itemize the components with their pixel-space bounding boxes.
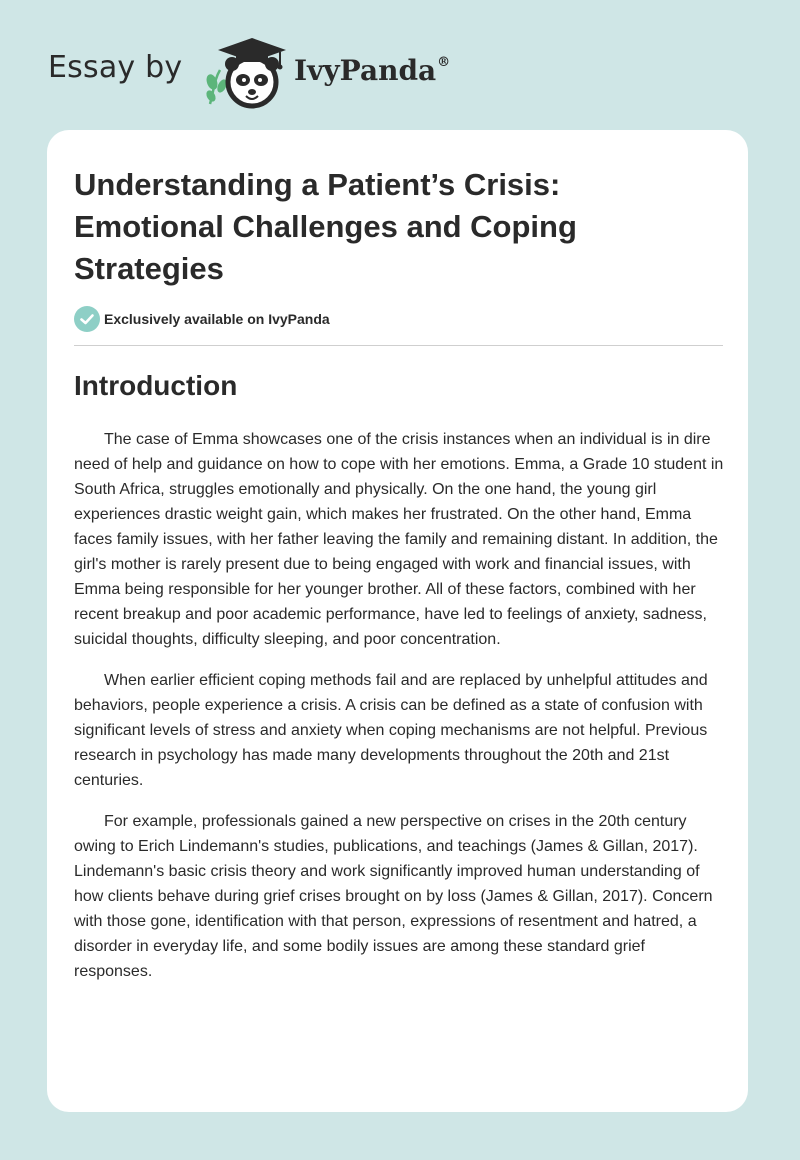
essay-card [47,130,748,1112]
exclusive-badge [74,306,330,332]
exclusive-badge-label: Exclusively available on IvyPanda [104,311,330,327]
brand-text: IvyPanda [294,54,437,87]
paragraph: When earlier efficient coping methods fail and are replaced by unhelpful attitudes and behaviors, people experience a crisis. A crisis can be defined as a state of confusion with significant levels of stress and anxiety when coping mechanisms are not helpful. Previous research in psychology has made many developments throughout the 20th and 21st centuries. [74,672,708,789]
essay-title: Understanding a Patient’s Crisis: Emotional Challenges and Coping Strategies [74,167,577,286]
brand-name[interactable] [294,54,450,87]
essay-body [74,427,726,1000]
site-header [48,34,508,110]
registered-mark: ® [437,54,451,70]
essay-by-label: Essay by [48,50,183,85]
paragraph: For example, professionals gained a new perspective on crises in the 20th century owing to Erich Lindemann's studies, publications, and teachings (James & Gillan, 2017). Lindemann's basic crisis theory and work significantly improved human understanding of how clients behave during grief crises brought on by loss (James & Gillan, 2017). Concern with those gone, identification with that person, expressions of resentment and hatred, a disorder in everyday life, and some bodily issues are among these standard grief responses. [74,813,713,980]
check-circle-icon [74,306,100,332]
panda-logo-icon[interactable] [200,34,292,110]
title-divider [74,345,723,346]
section-heading-introduction: Introduction [74,370,238,401]
paragraph: The case of Emma showcases one of the crisis instances when an individual is in dire need of help and guidance on how to cope with her emotions. Emma, a Grade 10 student in South Africa, struggles emotionally and physically. On the one hand, the young girl experiences drastic weight gain, which makes her frustrated. On the other hand, Emma faces family issues, with her father leaving the family and remaining distant. In addition, the girl's mother is rarely present due to being engaged with work and financial issues, with Emma being responsible for her younger brother. All of these factors, combined with her recent breakup and poor academic performance, have led to feelings of anxiety, sadness, suicidal thoughts, difficulty sleeping, and poor concentration. [74,431,724,648]
